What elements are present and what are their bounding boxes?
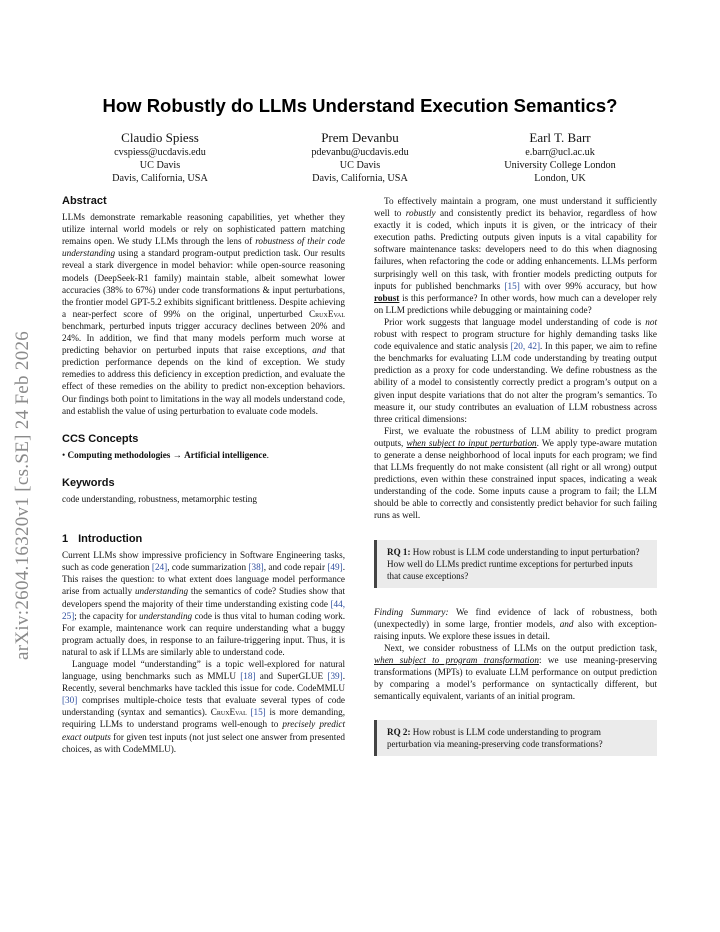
right-paragraph-4: Next, we consider robustness of LLMs on the output prediction task, when subject to program transformation: we use meaning-preserving transformations (MPTs) to evaluate LLM performance on output prediction by comparing a model’s performance on syntactically different, but semantically equivalent, variants of an initial program.	[374, 642, 657, 702]
citation-link[interactable]: [15]	[504, 280, 520, 291]
author-affiliation: University College London	[504, 160, 616, 171]
author-affiliation: UC Davis	[339, 160, 381, 171]
author-2	[260, 129, 460, 185]
author-block	[60, 129, 660, 185]
abstract-heading: Abstract	[62, 195, 107, 207]
author-name: Earl T. Barr	[529, 130, 591, 145]
intro-paragraph-1: Current LLMs show impressive proficiency in Software Engineering tasks, such as code generation [24], code summarization [38], and code repair [49]. This raises the question: to what extent does language model performance arise from actually understanding the semantics of code? Studies show that developers spend the majority of their time understanding existing code [44, 25]; the capacity for understanding code is thus vital to human coding work. For example, maintenance work can require understanding what a buggy program actually does, in response to an failure-triggering input. Thus, it is natural to ask if LLMs are similarly able to understand code.	[62, 550, 346, 657]
right-paragraph-3: First, we evaluate the robustness of LLM ability to predict program outputs, when subject to input perturbation. We apply type-aware mutation to generate a dense neighborhood of local inputs for each program; we find that LLMs frequently do not make consistent (all right or all wrong) output predictions, even within these constrained input spaces, indicating a weak understanding of the code. Some inputs cause a program to fail; the LLM should be able to correctly and consistently predict behavior for such failing runs as well.	[374, 425, 657, 521]
intro-paragraph-2: Language model “understanding” is a topic well-explored for natural language, using benchmarks such as MMLU [18] and SuperGLUE [39]. Recently, several benchmarks have tackled this issue for code. CodeMMLU [30] comprises multiple-choice tests that evaluate several types of code understanding (syntax and semantics). CruxEval [15] is more demanding, requiring LLMs to understand programs well-enough to precisely predict exact outputs for given test inputs (not just select one answer from presented choices, as with CodeMMLU).	[62, 659, 346, 754]
author-1	[60, 129, 260, 185]
citation-link[interactable]: [15]	[250, 707, 266, 718]
author-location: Davis, California, USA	[112, 173, 208, 184]
left-column	[62, 195, 345, 755]
author-location: London, UK	[534, 173, 586, 184]
ccs-heading: CCS Concepts	[62, 432, 139, 445]
finding-summary: Finding Summary: We find evidence of lack of robustness, both (unexpectedly) in some large, frontier models, and also with exception-raising inputs. We explore these issues in detail.	[374, 606, 658, 641]
research-question-2: RQ 2: How robust is LLM code understanding to program perturbation via meaning-preserving code transformations?	[374, 720, 657, 756]
ccs-concepts: • Computing methodologies → Artificial intelligence.	[62, 449, 269, 460]
citation-link[interactable]: [44, 25]	[62, 598, 345, 621]
author-affiliation: UC Davis	[139, 160, 181, 171]
paper-title: How Robustly do LLMs Understand Execution Semantics?	[102, 95, 618, 116]
abstract-text: LLMs demonstrate remarkable reasoning capabilities, yet whether they utilize internal world models or rely on sophisticated pattern matching remains open. We study LLMs through the lens of robustness of their code understanding using a standard program-output prediction task. Our results reveal a stark divergence in model behavior: while open-source reasoning models (DeepSeek-R1 family) maintain stable, albeit somewhat lower accuracies (38% to 67%) under code transformations & input perturbations, the frontier model GPT-5.2 exhibits significant brittleness. Despite achieving a near-perfect score of 99% on the original, unperturbed CruxEval benchmark, perturbed inputs trigger accuracy declines between 20% and 24%. In addition, we find that many models perform much worse at predicting behavior on perturbed inputs that raise exceptions, and that prediction performance depends on the kind of exception. We study remedies to address this deficiency in exception prediction, and evaluate the effect of these remedies on the ability to predict non-exception behaviors. Our findings both point to limitations in the way all models understand code, and establish the value of using perturbation to evaluate code models.	[62, 212, 346, 416]
citation-link[interactable]: [30]	[62, 695, 78, 706]
arxiv-stamp: arXiv:2604.16320v1 [cs.SE] 24 Feb 2026	[12, 330, 33, 660]
author-name: Claudio Spiess	[121, 130, 199, 145]
author-location: Davis, California, USA	[312, 173, 408, 184]
author-email: cvspiess@ucdavis.edu	[114, 147, 206, 158]
author-email: e.barr@ucl.ac.uk	[525, 147, 595, 158]
intro-heading: 1 Introduction	[62, 533, 143, 546]
right-column	[374, 195, 657, 756]
keywords-heading: Keywords	[62, 476, 115, 489]
author-email: pdevanbu@ucdavis.edu	[311, 147, 409, 158]
research-question-1: RQ 1: How robust is LLM code understanding to input perturbation? How well do LLMs predict runtime exceptions for perturbed inputs that cause exceptions?	[374, 540, 657, 588]
keywords-text: code understanding, robustness, metamorphic testing	[62, 493, 257, 504]
author-name: Prem Devanbu	[321, 130, 399, 145]
citation-link[interactable]: [38]	[248, 562, 264, 573]
citation-link[interactable]: [24]	[151, 562, 168, 573]
citation-link[interactable]: [39]	[327, 671, 343, 682]
citation-link[interactable]: [18]	[240, 671, 256, 682]
right-paragraph-2: Prior work suggests that language model understanding of code is not robust with respect to program structure for highly demanding tasks like code equivalence and static analysis [20, 42]. In this paper, we aim to refine the benchmarks for evaluating LLM code understanding by treating output prediction as a proxy for code understanding. We define robustness as the ability of a model to consistently correctly predict a program’s output on a given input despite variations that do not alter the program’s semantics. To measure it, our study contributes an evaluation of LLM robustness across three critical dimensions:	[374, 316, 657, 424]
author-3	[460, 129, 660, 185]
citation-link[interactable]: [20, 42]	[510, 341, 541, 352]
citation-link[interactable]: [49]	[327, 562, 343, 573]
right-paragraph-1: To effectively maintain a program, one must understand it sufficiently well to robustly and consistently predict its behavior, regardless of how exactly it is coded, which inputs it is given, or the intricacy of their execution paths. Predicting outputs given inputs is a vital capability for software maintenance tasks: developers need to do this when diagnosing failures, when refactoring the code or adding enhancements. LLMs perform surprisingly well on this task, with frontier models predicting outputs for inputs for published benchmarks [15] with over 99% accuracy, but how robust is this performance? In other words, how much can a developer rely on LLM predictions while debugging or maintaining code?	[374, 196, 658, 315]
